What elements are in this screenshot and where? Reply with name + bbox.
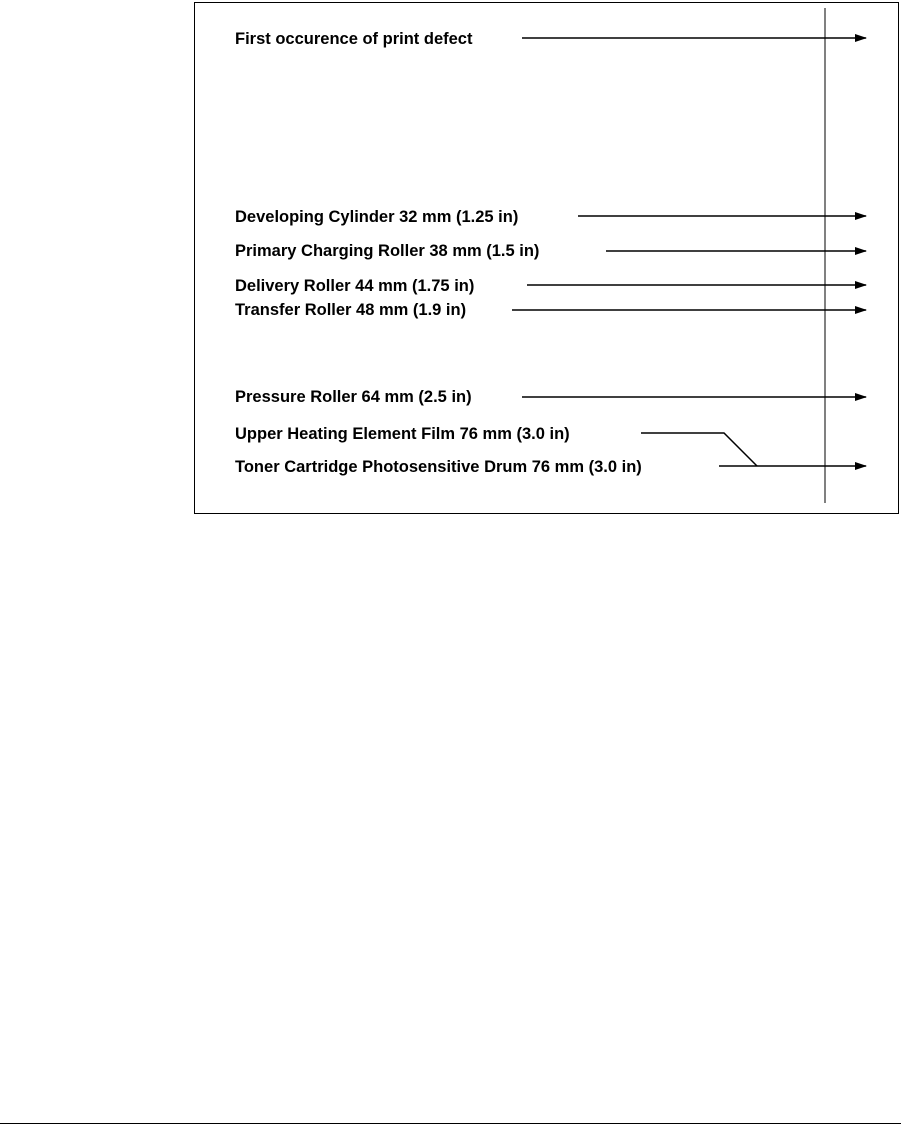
label-toner-drum: Toner Cartridge Photosensitive Drum 76 mm (3.0 in) <box>235 458 642 476</box>
label-developing-cylinder: Developing Cylinder 32 mm (1.25 in) <box>235 208 519 226</box>
label-transfer-roller: Transfer Roller 48 mm (1.9 in) <box>235 301 467 319</box>
footer-rule <box>0 1123 901 1124</box>
label-delivery-roller: Delivery Roller 44 mm (1.75 in) <box>235 277 475 295</box>
label-first-occurrence: First occurence of print defect <box>235 30 473 48</box>
connector-upper-heating-film <box>641 433 757 466</box>
label-pressure-roller: Pressure Roller 64 mm (2.5 in) <box>235 388 472 406</box>
label-upper-heating-film: Upper Heating Element Film 76 mm (3.0 in) <box>235 425 570 443</box>
label-primary-charging-roller: Primary Charging Roller 38 mm (1.5 in) <box>235 242 540 260</box>
